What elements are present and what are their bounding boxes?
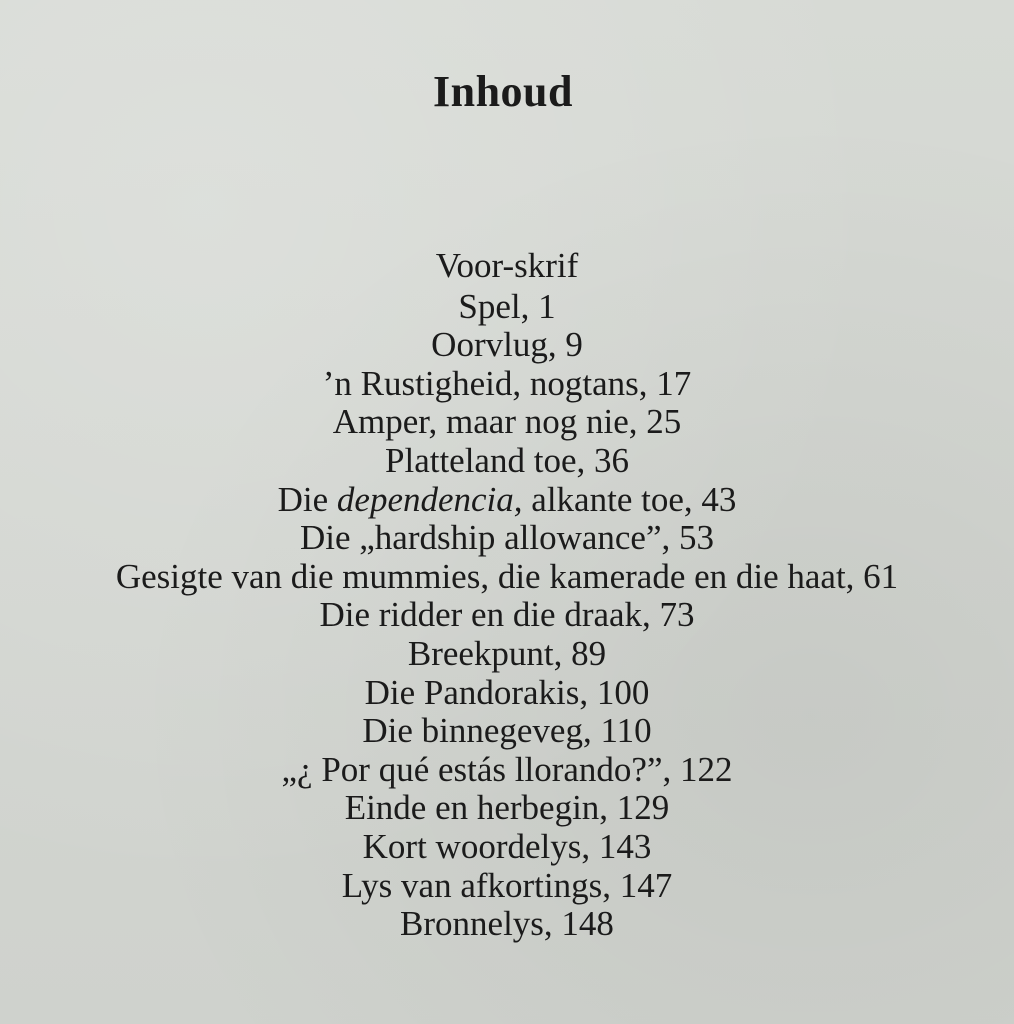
toc-entry-prefix: Die <box>277 479 337 519</box>
toc-entry: Einde en herbegin, 129 <box>344 788 670 828</box>
toc-entry: Die ridder en die draak, 73 <box>319 595 695 635</box>
page-title: Inhoud <box>432 67 573 116</box>
toc-entry: Platteland toe, 36 <box>385 440 629 480</box>
toc-entry: Amper, maar nog nie, 25 <box>332 402 682 442</box>
toc-entry: Gesigte van die mummies, die kamerade en die haat, 61 <box>115 556 899 596</box>
toc-entry: Oorvlug, 9 <box>431 325 583 365</box>
toc-entry-suffix: alkante toe, 43 <box>522 479 737 519</box>
toc-entry: „¿ Por qué estás llorando?”, 122 <box>281 749 733 789</box>
toc-entry: Die Pandorakis, 100 <box>364 672 650 712</box>
toc-entry: Die binnegeveg, 110 <box>362 711 652 751</box>
table-of-contents <box>0 247 1014 944</box>
toc-entry <box>0 481 1014 520</box>
toc-entry: Lys van afkortings, 147 <box>341 865 673 905</box>
toc-entry: Voor-skrif <box>435 246 579 285</box>
toc-entry-italic: dependencia, <box>336 479 523 519</box>
toc-entry: ’n Rustigheid, nogtans, 17 <box>322 363 692 403</box>
toc-entry: Spel, 1 <box>458 286 556 326</box>
toc-entry: Die „hardship allowance”, 53 <box>299 518 714 558</box>
toc-entry: Breekpunt, 89 <box>407 633 607 673</box>
toc-entry: Kort woordelys, 143 <box>362 826 652 866</box>
toc-entry: Bronnelys, 148 <box>400 904 614 944</box>
